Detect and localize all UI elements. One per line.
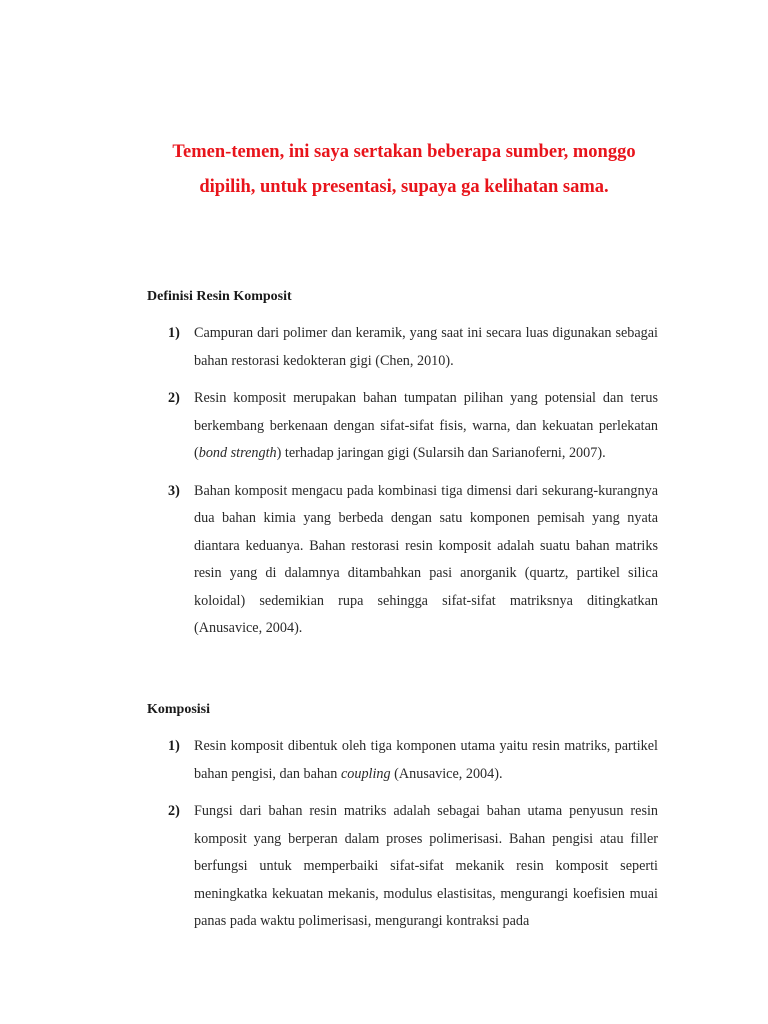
item-number: 2) [168, 390, 180, 406]
section-heading-komposisi: Komposisi [147, 702, 211, 717]
list-item [168, 385, 658, 468]
list-item [168, 478, 658, 643]
item-number: 2) [168, 803, 180, 819]
item-number: 3) [168, 482, 180, 499]
komposisi-list [168, 733, 658, 936]
item-number: 1) [168, 325, 180, 341]
item-text: Bahan komposit mengacu pada kombinasi tiga dimensi dari sekurang-kurangnya dua bahan kimia yang berbeda dengan satu komponen pemisah yang nyata diantara keduanya. Bahan restorasi resin komposit adalah suatu bahan matriks resin yang di dalamnya ditambahkan pasi anorganik (quartz, partikel silica koloidal) sedemikian rupa sehingga sifat-sifat matriksnya ditingkatkan (Anusavice, 2004). [194, 482, 658, 636]
list-item [168, 320, 658, 375]
item-number: 1) [168, 738, 180, 754]
section-heading-definisi: Definisi Resin Komposit [147, 289, 292, 304]
intro-note: Temen-temen, ini saya sertakan beberapa sumber, monggo dipilih, untuk presentasi, supaya ga kelihatan sama. [172, 142, 636, 197]
list-item [168, 733, 658, 788]
item-text: Resin komposit dibentuk oleh tiga komponen utama yaitu resin matriks, partikel bahan pengisi, dan bahan coupling (Anusavice, 2004). [194, 738, 658, 782]
item-text: Fungsi dari bahan resin matriks adalah sebagai bahan utama penyusun resin komposit yang berperan dalam proses polimerisasi. Bahan pengisi atau filler berfungsi untuk memperbaiki sifat-sifat mekanik resin komposit seperti meningkatka kekuatan mekanis, modulus elastisitas, mengurangi koefisien muai panas pada waktu polimerisasi, mengurangi kontraksi pada [194, 803, 658, 929]
definisi-list [168, 320, 658, 643]
list-item [168, 798, 658, 936]
item-text: Campuran dari polimer dan keramik, yang saat ini secara luas digunakan sebagai bahan restorasi kedokteran gigi (Chen, 2010). [194, 325, 658, 369]
item-text: Resin komposit merupakan bahan tumpatan pilihan yang potensial dan terus berkembang berkenaan dengan sifat-sifat fisis, warna, dan kekuatan perlekatan (bond strength) terhadap jaringan gigi (Sularsih dan Sarianoferni, 2007). [194, 390, 658, 461]
